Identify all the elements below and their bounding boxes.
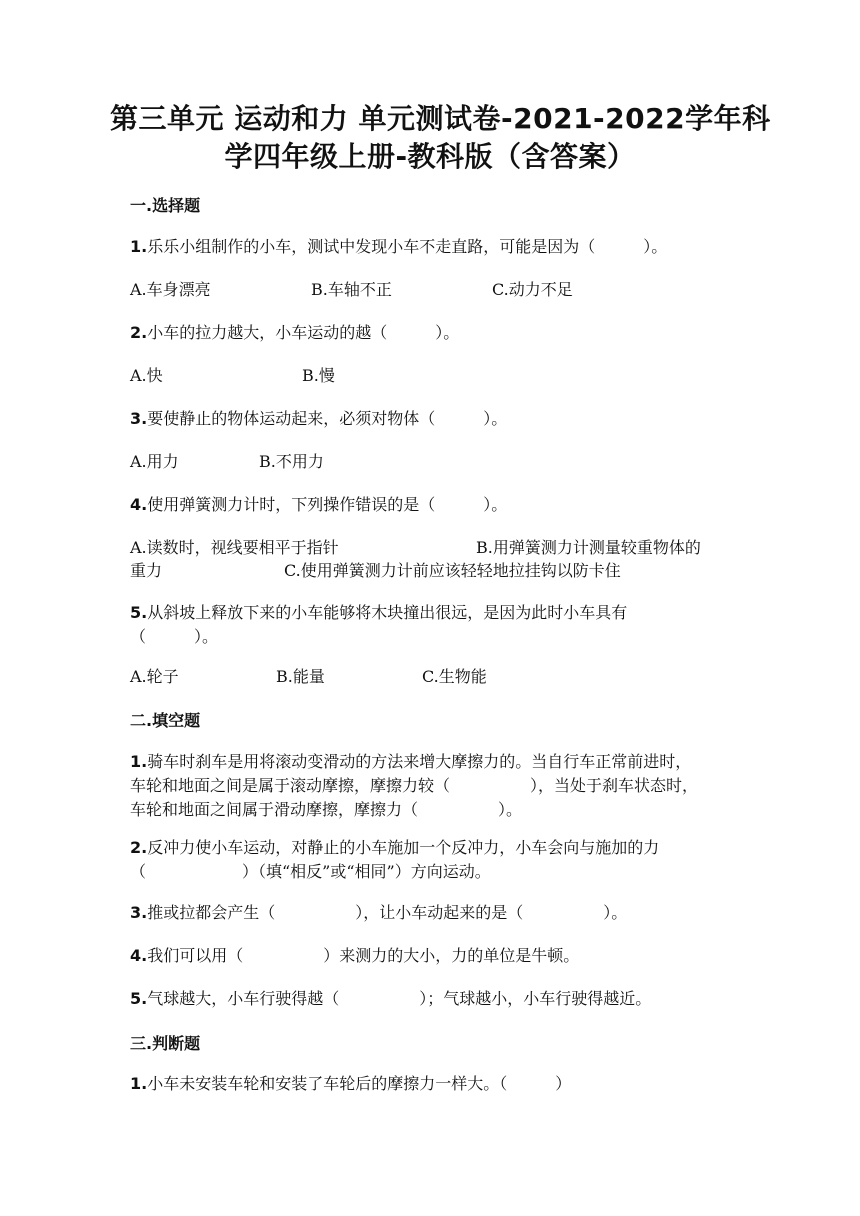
question-text-line-2: （ ）。 <box>130 627 219 646</box>
question-2-1 <box>130 750 745 822</box>
question-2-5 <box>130 987 745 1011</box>
question-text: 小车的拉力越大，小车运动的越（ ）。 <box>147 323 460 342</box>
question-number: 4. <box>130 495 148 514</box>
title-line-1: 第三单元 运动和力 单元测试卷-2021-2022学年科 <box>110 102 771 135</box>
question-text: 使用弹簧测力计时，下列操作错误的是（ ）。 <box>147 495 508 514</box>
question-text-line-1: 骑车时刹车是用将滚动变滑动的方法来增大摩擦力的。当自行车正常前进时， <box>147 752 692 771</box>
question-1-2 <box>130 321 745 345</box>
question-number: 3. <box>130 409 148 428</box>
question-text: 小车未安装车轮和安装了车轮后的摩擦力一样大。（ ） <box>147 1074 572 1093</box>
section-heading-fill-blank: 二.填空题 <box>130 711 201 730</box>
question-3-1 <box>130 1072 745 1096</box>
option-b-continued: 重力 <box>130 561 163 580</box>
option-b: B.能量 <box>276 667 325 686</box>
question-number: 1. <box>130 237 148 256</box>
option-a: A.车身漂亮 <box>130 280 211 299</box>
question-1-4 <box>130 493 745 517</box>
question-2-3 <box>130 901 745 925</box>
question-text-line-2: 车轮和地面之间是属于滚动摩擦，摩擦力较（ ），当处于刹车状态时， <box>130 776 699 795</box>
question-number: 5. <box>130 989 148 1008</box>
question-1-3 <box>130 407 745 431</box>
option-c: C.动力不足 <box>492 280 573 299</box>
question-text: 要使静止的物体运动起来，必须对物体（ ）。 <box>147 409 508 428</box>
question-2-4 <box>130 944 745 968</box>
question-text-line-1: 反冲力使小车运动，对静止的小车施加一个反冲力，小车会向与施加的力 <box>147 838 660 857</box>
question-text: 推或拉都会产生（ ），让小车动起来的是（ ）。 <box>147 903 628 922</box>
question-number: 4. <box>130 946 148 965</box>
section-heading-choice: 一.选择题 <box>130 196 201 215</box>
option-b: B.不用力 <box>259 452 324 471</box>
question-number: 2. <box>130 838 148 857</box>
option-b: B.车轴不正 <box>311 280 392 299</box>
question-text-line-2: （ ）（填“相反”或“相同”）方向运动。 <box>130 862 491 881</box>
question-1-5 <box>130 601 745 649</box>
option-c: C.使用弹簧测力计前应该轻轻地拉挂钩以防卡住 <box>284 561 621 580</box>
option-b: B.用弹簧测力计测量较重物体的 <box>476 538 701 557</box>
question-text: 我们可以用（ ）来测力的大小，力的单位是牛顿。 <box>147 946 580 965</box>
option-b: B.慢 <box>302 366 335 385</box>
question-1-1 <box>130 235 745 259</box>
question-text: 乐乐小组制作的小车，测试中发现小车不走直路，可能是因为（ ）。 <box>147 237 668 256</box>
title-line-2: 学四年级上册-教科版（含答案） <box>224 140 636 173</box>
question-text-line-1: 从斜坡上释放下来的小车能够将木块撞出很远，是因为此时小车具有 <box>147 603 628 622</box>
page-title <box>110 100 771 176</box>
option-a: A.快 <box>130 366 163 385</box>
question-number: 3. <box>130 903 148 922</box>
option-a: A.用力 <box>130 452 179 471</box>
option-a: A.读数时，视线要相平于指针 <box>130 538 339 557</box>
section-heading-true-false: 三.判断题 <box>130 1034 201 1053</box>
question-number: 1. <box>130 1074 148 1093</box>
question-number: 1. <box>130 752 148 771</box>
option-a: A.轮子 <box>130 667 179 686</box>
option-c: C.生物能 <box>422 667 487 686</box>
question-text-line-3: 车轮和地面之间属于滑动摩擦，摩擦力（ ）。 <box>130 800 523 819</box>
question-text: 气球越大，小车行驶得越（ ）；气球越小，小车行驶得越近。 <box>147 989 652 1008</box>
question-number: 5. <box>130 603 148 622</box>
question-number: 2. <box>130 323 148 342</box>
question-2-2 <box>130 836 745 884</box>
